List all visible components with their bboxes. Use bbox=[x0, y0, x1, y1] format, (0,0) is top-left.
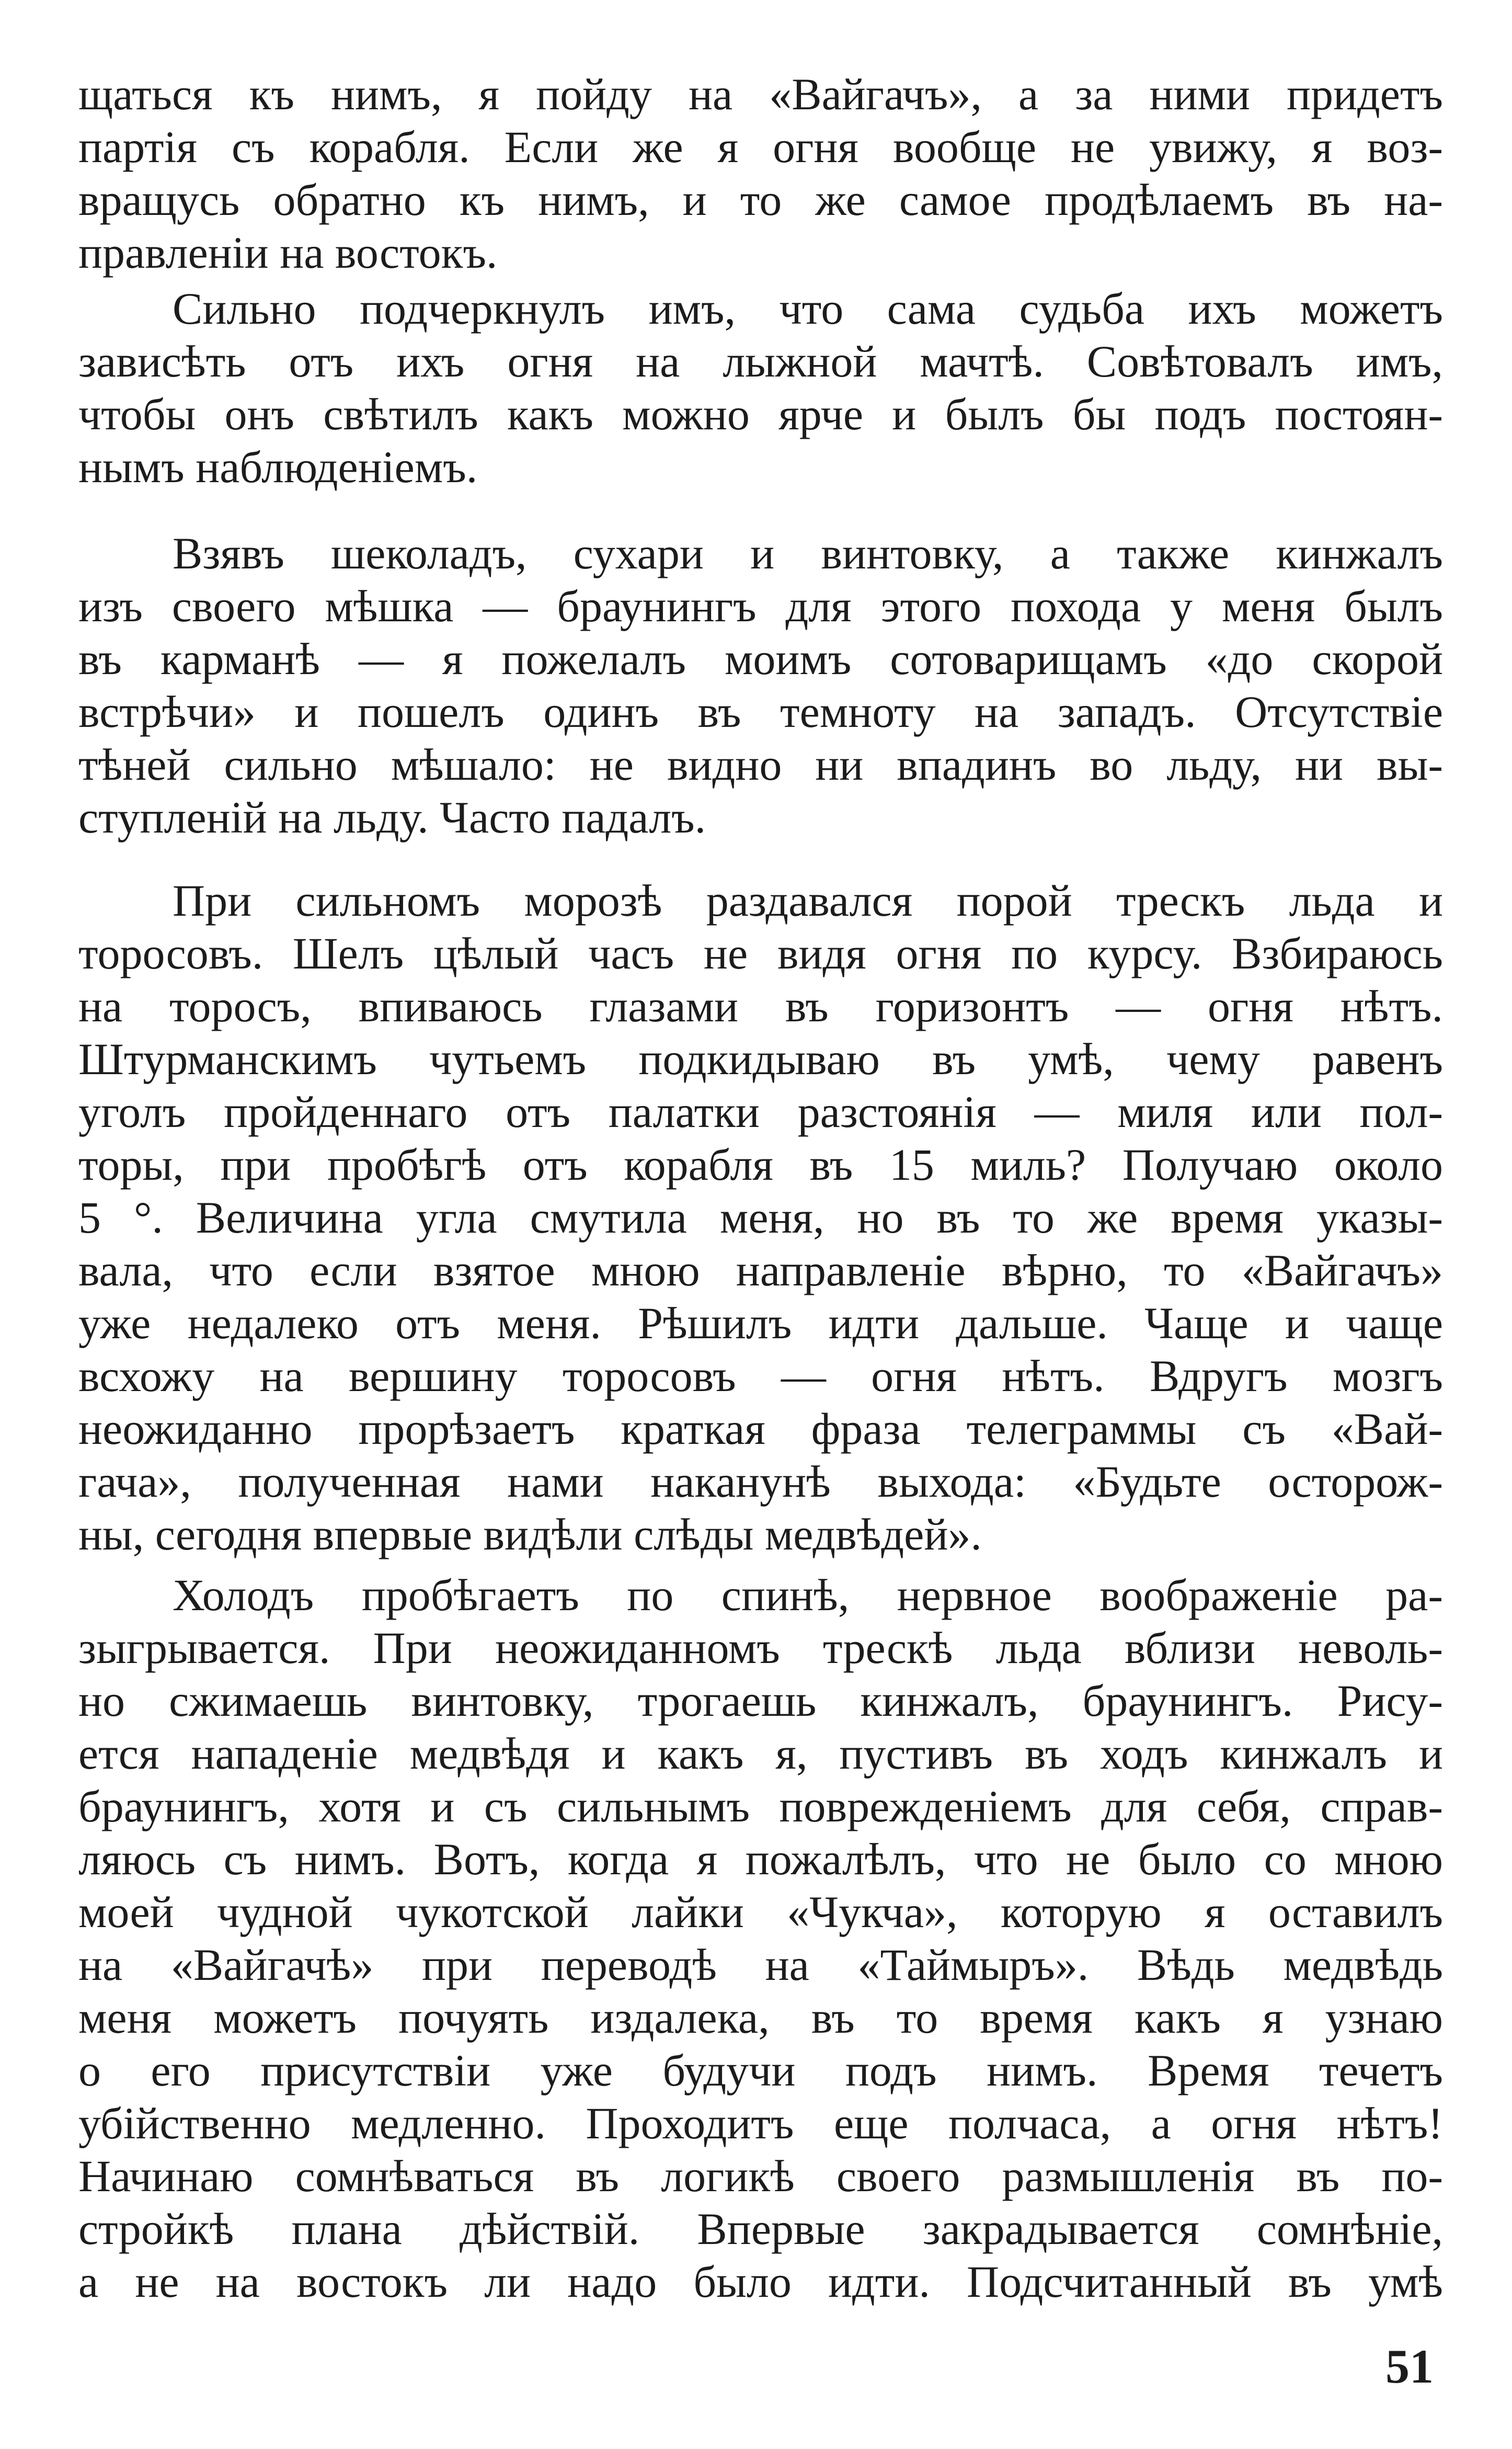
text-line: ляюсь съ нимъ. Вотъ, когда я пожалѣлъ, что не было со мною bbox=[78, 1834, 1443, 1884]
text-line: нымъ наблюденіемъ. bbox=[78, 442, 478, 492]
text-line: встрѣчи» и пошелъ одинъ въ темноту на западъ. Отсутствіе bbox=[78, 687, 1443, 737]
text-line: вала, что если взятое мною направленіе вѣрно, то «Вайгачъ» bbox=[78, 1245, 1443, 1295]
text-line: При сильномъ морозѣ раздавался порой трескъ льда и bbox=[173, 875, 1443, 926]
text-line: стройкѣ плана дѣйствій. Впервые закрадывается сомнѣніе, bbox=[78, 2204, 1443, 2254]
text-line: уже недалеко отъ меня. Рѣшилъ идти дальше. Чаще и чаще bbox=[78, 1298, 1443, 1348]
text-line: на торосъ, впиваюсь глазами въ горизонтъ — огня нѣтъ. bbox=[78, 981, 1443, 1031]
text-line: ется нападеніе медвѣдя и какъ я, пустивъ въ ходъ кинжалъ и bbox=[78, 1728, 1443, 1779]
text-line: зависѣть отъ ихъ огня на лыжной мачтѣ. Совѣтовалъ имъ, bbox=[78, 336, 1443, 386]
text-line: чтобы онъ свѣтилъ какъ можно ярче и былъ бы подъ постоян- bbox=[78, 389, 1443, 439]
text-line: убійственно медленно. Проходитъ еще полчаса, а огня нѣтъ! bbox=[78, 2098, 1443, 2148]
text-line: Начинаю сомнѣваться въ логикѣ своего размышленія въ по- bbox=[78, 2151, 1443, 2201]
text-line: Холодъ пробѣгаетъ по спинѣ, нервное воображеніе ра- bbox=[173, 1570, 1443, 1620]
text-line: всхожу на вершину торосовъ — огня нѣтъ. Вдругъ мозгъ bbox=[78, 1351, 1443, 1401]
text-line: Сильно подчеркнулъ имъ, что сама судьба ихъ можетъ bbox=[173, 283, 1443, 334]
text-line: на «Вайгачѣ» при переводѣ на «Таймыръ». Вѣдь медвѣдь bbox=[78, 1940, 1443, 1990]
text-line: браунингъ, хотя и съ сильнымъ поврежденіемъ для себя, справ- bbox=[78, 1781, 1443, 1831]
text-line: въ карманѣ — я пожелалъ моимъ сотоварищамъ «до скорой bbox=[78, 634, 1443, 684]
text-line: уголъ пройденнаго отъ палатки разстоянія — миля или пол- bbox=[78, 1087, 1443, 1137]
text-line: правленіи на востокъ. bbox=[78, 227, 498, 278]
text-line: партія съ корабля. Если же я огня вообще не увижу, я воз- bbox=[78, 122, 1443, 172]
text-line: 5 °. Величина угла смутила меня, но въ то же время указы- bbox=[78, 1192, 1443, 1243]
text-line: тѣней сильно мѣшало: не видно ни впадинъ во льду, ни вы- bbox=[78, 739, 1443, 790]
text-line: ступленій на льду. Часто падалъ. bbox=[78, 792, 706, 842]
page-number: 51 bbox=[1385, 2340, 1434, 2393]
text-line: но сжимаешь винтовку, трогаешь кинжалъ, браунингъ. Рису- bbox=[78, 1676, 1443, 1726]
text-line: изъ своего мѣшка — браунингъ для этого похода у меня былъ bbox=[78, 581, 1443, 631]
text-line: Взявъ шеколадъ, сухари и винтовку, а также кинжалъ bbox=[173, 528, 1443, 578]
text-line: а не на востокъ ли надо было идти. Подсчитанный въ умѣ bbox=[78, 2257, 1443, 2307]
text-line: о его присутствіи уже будучи подъ нимъ. Время течетъ bbox=[78, 2045, 1443, 2095]
text-line: меня можетъ почуять издалека, въ то время какъ я узнаю bbox=[78, 1992, 1443, 2043]
text-line: зыгрывается. При неожиданномъ трескѣ льда вблизи неволь- bbox=[78, 1623, 1443, 1673]
text-line: торосовъ. Шелъ цѣлый часъ не видя огня по курсу. Взбираюсь bbox=[78, 928, 1443, 978]
text-line: гача», полученная нами наканунѣ выхода: «Будьте осторож- bbox=[78, 1456, 1443, 1507]
text-line: вращусь обратно къ нимъ, и то же самое продѣлаемъ въ на- bbox=[78, 175, 1443, 225]
text-line: моей чудной чукотской лайки «Чукча», которую я оставилъ bbox=[78, 1887, 1443, 1937]
text-line: неожиданно прорѣзаетъ краткая фраза телеграммы съ «Вай- bbox=[78, 1404, 1443, 1454]
text-line: Штурманскимъ чутьемъ подкидываю въ умѣ, чему равенъ bbox=[78, 1034, 1443, 1084]
text-line: ны, сегодня впервые видѣли слѣды медвѣдей». bbox=[78, 1509, 982, 1559]
text-line: торы, при пробѣгѣ отъ корабля въ 15 миль? Получаю около bbox=[78, 1140, 1443, 1190]
text-line: щаться къ нимъ, я пойду на «Вайгачъ», а за ними придетъ bbox=[78, 69, 1443, 119]
